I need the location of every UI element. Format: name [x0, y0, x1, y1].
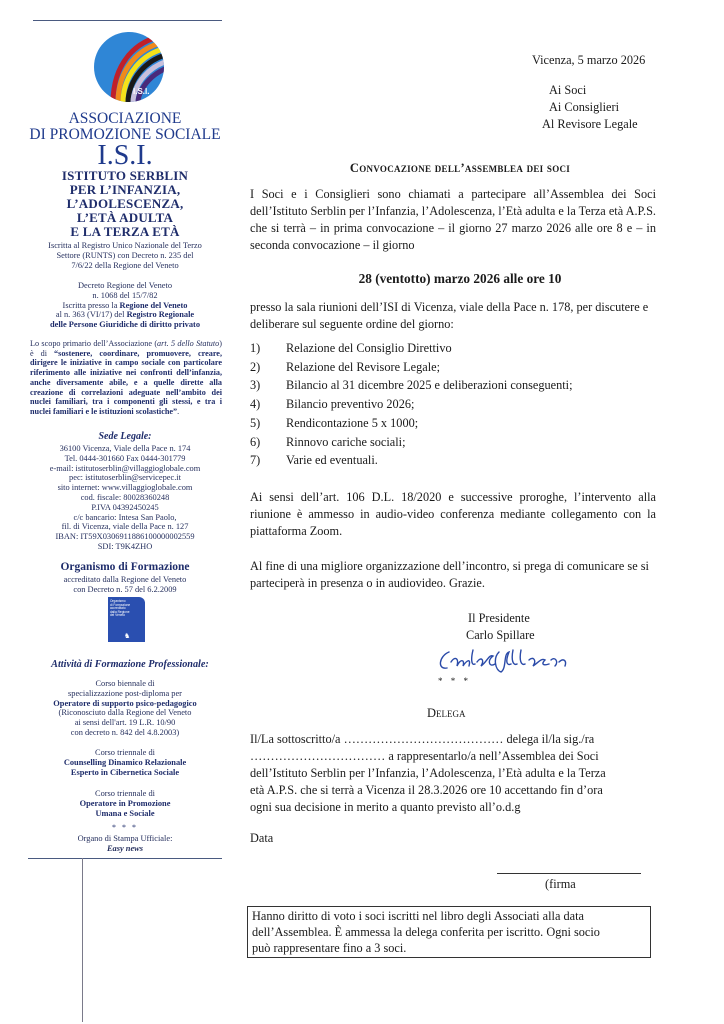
meeting-date: 28 (ventotto) marzo 2026 alle ore 10 [358, 271, 562, 286]
organo-label: Organo di Stampa Ufficiale: [77, 834, 173, 843]
lion-icon: ♞ [124, 633, 131, 641]
bank: c/c bancario: Intesa San Paolo, [73, 512, 177, 522]
badge-line: accreditato [110, 606, 126, 611]
notice-line: dell’Assemblea. È ammessa la delega conferita per iscritto. Ogni socio [252, 925, 600, 939]
course-line: Corso triennale di [94, 789, 155, 798]
course-counselling [20, 748, 230, 777]
agenda-item [250, 451, 670, 470]
runts-registration [20, 241, 230, 270]
proxy-title: Delega [427, 706, 466, 720]
institute-line: L’ADOLESCENZA, [66, 196, 184, 211]
email-link[interactable]: e-mail: istitutoserblin@villaggioglobale.com [49, 463, 201, 473]
tax-code: cod. fiscale: 80028360248 [80, 492, 170, 502]
address: 36100 Vicenza, Viale della Pace n. 174 [59, 444, 191, 453]
agenda-item [250, 339, 670, 358]
org-line: con Decreto n. 57 del 6.2.2009 [73, 584, 177, 594]
location-paragraph: presso la sala riunioni dell’ISI di Vicenza, viale della Pace n. 178, per discutere e deliberare sul seguente ordine del giorno: [250, 300, 649, 331]
org-line: accreditato dalla Regione del Veneto [63, 575, 187, 584]
proxy-line: dell’Istituto Serblin per l’Infanzia, l’Adolescenza, l’Età adulta e la Terza [250, 766, 606, 780]
course-line: Corso triennale di [94, 748, 155, 757]
course-promotion [20, 789, 230, 818]
course-line: (Riconosciuto dalla Regione del Veneto [58, 708, 192, 718]
organo-name: Easy news [106, 843, 144, 853]
website-link[interactable]: sito internet: www.villaggioglobale.com [57, 483, 193, 493]
institute-line: PER L’INFANZIA, [69, 182, 181, 197]
agenda-number: 7) [250, 453, 261, 468]
rsvp-paragraph: Al fine di una migliore organizzazione dell’incontro, si prega di comunicare se si parteciperà in presenza o in audiovideo. Grazie. [250, 559, 649, 590]
sede-legale-details [20, 444, 230, 552]
signature-label: (firma [545, 877, 576, 891]
badge-line: dalla Regione [110, 609, 130, 614]
assoc-line: ASSOCIAZIONE [68, 110, 182, 127]
agenda-item [250, 414, 670, 433]
course-name: Esperto in Cibernetica Sociale [70, 767, 180, 777]
recipient: Al Revisore Legale [542, 117, 638, 131]
official-press [20, 834, 230, 854]
proxy-form [250, 731, 660, 816]
decree-line: Decreto Regione del Veneto [77, 281, 173, 290]
badge-line: Organismo [110, 599, 126, 603]
agenda-number: 6) [250, 434, 261, 449]
separator-stars: * * * [438, 676, 471, 686]
president-block [466, 610, 535, 644]
isi-logo [93, 31, 165, 103]
notice-line: Hanno diritto di voto i soci iscritti nel libro degli Associati alla data [252, 909, 584, 923]
agenda-number: 1) [250, 341, 261, 355]
agenda-list [250, 339, 670, 470]
letter-title: Convocazione dell’assemblea dei soci [349, 161, 571, 175]
vat-number: P.IVA 04392450245 [91, 502, 159, 512]
agenda-item [250, 376, 670, 395]
agenda-number: 2) [250, 359, 261, 374]
remote-participation-paragraph: Ai sensi dell’art. 106 D.L. 18/2020 e successive proroghe, l’intervento alla riunione è ammesso in audio-video conferenza mediante collegamento con la piattaforma Zoom. [250, 490, 656, 538]
assoc-line: DI PROMOZIONE SOCIALE [29, 126, 221, 143]
association-type [20, 111, 230, 143]
course-name: Umana e Sociale [95, 808, 155, 818]
institute-line: E LA TERZA ETÀ [70, 224, 180, 239]
institute-name [20, 169, 230, 239]
badge-line: del Veneto [110, 613, 126, 618]
recipients [542, 82, 659, 133]
proxy-line: età A.P.S. che si terrà a Vicenza il 28.3.2026 ore 10 accettando fin d’ora [250, 783, 603, 797]
course-psycho-pedagogical [20, 679, 230, 738]
intro-paragraph: I Soci e i Consiglieri sono chiamati a partecipare all’Assemblea dei Soci dell’Istituto Serblin per l’Infanzia, l’Adolescenza, l’Età adulta e la Terza età A.P.S. che si terrà – in prima convocazione – il giorno 27 marzo 2026 alle ore 8 e – in seconda convocazione – il giorno [250, 187, 656, 252]
agenda-number: 3) [250, 378, 261, 393]
sdi-code: SDI: T9K4ZHO [97, 541, 153, 551]
decree-line: n. 1068 del 15/7/82 [92, 290, 158, 300]
notice-line: può rappresentare fino a 3 soci. [252, 941, 407, 955]
agenda-text: Rinnovo cariche sociali; [286, 434, 406, 449]
course-line: Corso biennale di [95, 679, 155, 688]
logo-text: I.S.I. [133, 87, 150, 96]
registry-line: Iscritta al Registro Unico Nazionale del Terzo [48, 241, 202, 250]
regional-registration [20, 281, 230, 330]
recipient: Ai Consiglieri [549, 100, 620, 114]
institute-line: L’ETÀ ADULTA [76, 210, 174, 225]
course-name: Operatore in Promozione [79, 798, 171, 808]
pec-link[interactable]: pec: istitutoserblin@servicepec.it [69, 473, 181, 483]
training-org-title: Organismo di Formazione [60, 561, 190, 573]
agenda-text: Bilancio al 31 dicembre 2025 e deliberazioni conseguenti; [286, 378, 573, 393]
activities-title: Attività di Formazione Professionale: [51, 659, 209, 670]
agenda-text: Bilancio preventivo 2026; [286, 397, 415, 412]
course-name: Operatore di supporto psico-pedagogico [53, 698, 197, 708]
agenda-item [250, 358, 670, 377]
agenda-number: 5) [250, 415, 261, 430]
institute-line: ISTITUTO SERBLIN [61, 168, 189, 183]
course-line: con decreto n. 842 del 4.8.2003) [70, 727, 180, 737]
reg-line: delle Persone Giuridiche di diritto privato [49, 320, 201, 330]
phone-fax: Tel. 0444-301660 Fax 0444-301779 [64, 453, 186, 463]
proxy-line: ogni sua decisione in merito a quanto previsto all’o.d.g [250, 800, 521, 814]
reg-line: Iscritta presso la Regione del Veneto [62, 300, 188, 310]
acronym: I.S.I. [97, 140, 153, 171]
sede-legale-title: Sede Legale: [98, 431, 152, 442]
separator-stars: * * * [112, 823, 138, 832]
president-signature [437, 644, 597, 674]
agenda-text: Relazione del Revisore Legale; [286, 359, 440, 374]
president-title: Il Presidente [468, 611, 530, 625]
course-line: ai sensi dell'art. 19 L.R. 10/90 [74, 718, 176, 728]
footer-rule [28, 858, 222, 859]
agenda-item [250, 433, 670, 452]
header-rule [33, 20, 222, 21]
registry-line: Settore (RUNTS) con Decreto n. 235 del [56, 250, 194, 260]
date-label: Data [250, 831, 274, 845]
agenda-number: 4) [250, 397, 261, 412]
course-line: specializzazione post-diploma per [68, 688, 182, 698]
agenda-text: Relazione del Consiglio Direttivo [286, 341, 452, 355]
voting-rights-notice [247, 906, 651, 958]
bank-branch: fil. di Vicenza, viale della Pace n. 127 [61, 522, 189, 532]
agenda-item [250, 395, 670, 414]
proxy-line: Il/La sottoscritto/a ………………………………… delega il/la sig./ra [250, 732, 595, 746]
training-org-details [20, 575, 230, 595]
iban: IBAN: IT59X0306911886100000002559 [55, 532, 195, 542]
registry-line: 7/6/22 della Regione del Veneto [71, 260, 179, 270]
badge-line: di Formazione [110, 602, 131, 607]
recipient: Ai Soci [549, 83, 587, 97]
veneto-accreditation-badge [108, 597, 145, 642]
signature-line[interactable] [497, 873, 641, 874]
agenda-text: Rendicontazione 5 x 1000; [286, 415, 419, 430]
course-name: Counselling Dinamico Relazionale [63, 757, 187, 767]
proxy-line: …………………………… a rappresentarlo/a nell’Assemblea dei Soci [250, 749, 599, 763]
margin-rule [82, 858, 83, 1022]
reg-line: al n. 363 (VI/17) del Registro Regionale [55, 310, 195, 320]
president-name: Carlo Spillare [466, 628, 535, 642]
place-date: Vicenza, 5 marzo 2026 [532, 53, 646, 67]
agenda-text: Varie ed eventuali. [286, 453, 378, 468]
association-scope: Lo scopo primario dell’Associazione (art. 5 dello Statuto) è di “sostenere, coordinare, promuovere, creare, dirigere le iniziative in campo sociale con particolare riferimento alle iniziative nei confronti dell’infanzia, anche diversamente abile, e a quelle dirette alla creazione di correlazioni adeguate nell’ambito dei nuclei familiari, tra i componenti gli stessi, e tra i nuclei familiari e le istituzioni scolastiche”. [30, 339, 222, 416]
